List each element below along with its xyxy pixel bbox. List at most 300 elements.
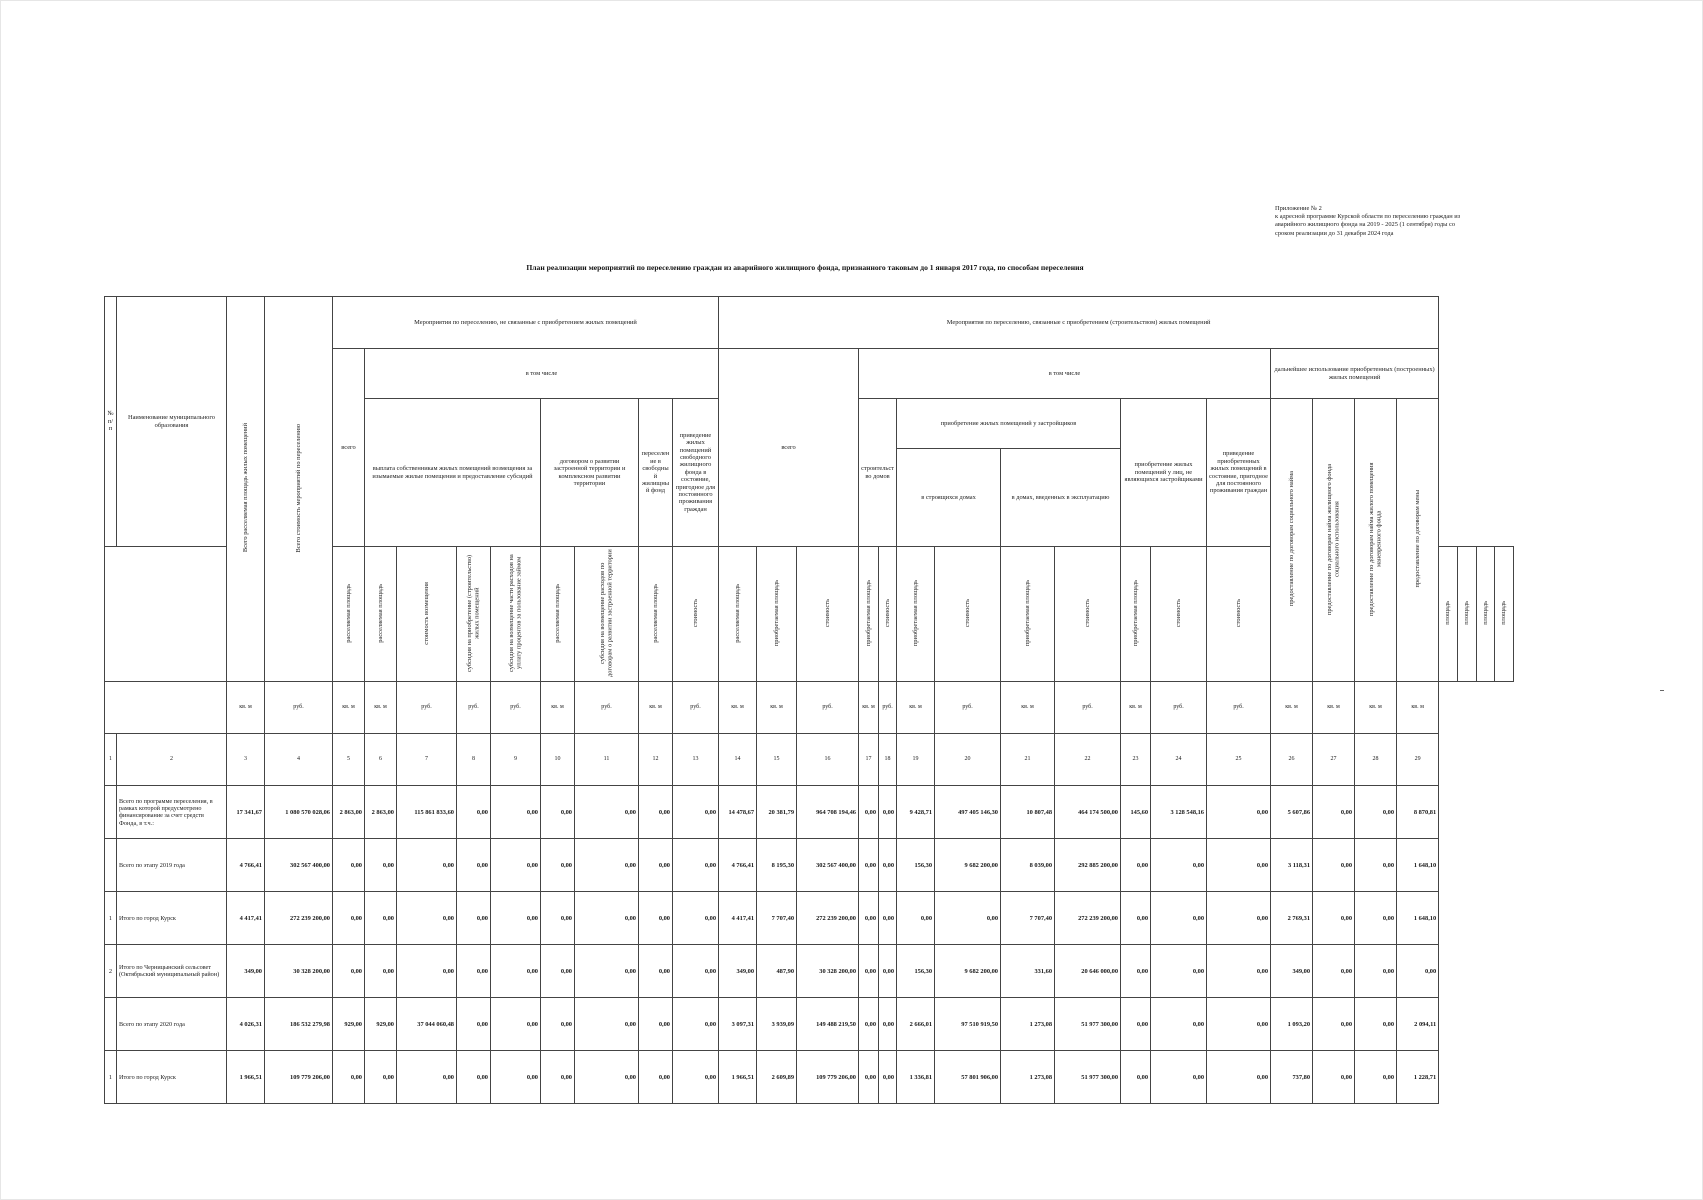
value-cell: 0,00 [1313, 839, 1355, 892]
column-number: 26 [1271, 734, 1313, 786]
unit-cell: кв. м [1313, 682, 1355, 734]
value-cell: 0,00 [859, 1051, 879, 1104]
value-cell: 0,00 [397, 892, 457, 945]
subheader-text: расселяемая площадь [651, 583, 659, 643]
row-municipality-name: Всего по программе переселения, в рамках которой предусмотрено финансирование за счет средств Фонда, в т.ч.: [117, 786, 227, 839]
subheader-text: стоимость возмещения [422, 581, 430, 645]
unit-cell: руб. [491, 682, 541, 734]
value-cell: 0,00 [365, 892, 397, 945]
subheader-text: стоимость [963, 598, 971, 628]
column-number: 20 [935, 734, 1001, 786]
column-number: 27 [1313, 734, 1355, 786]
value-cell: 0,00 [1121, 945, 1151, 998]
column-number-row [105, 734, 1514, 786]
value-cell: 302 567 400,00 [265, 839, 333, 892]
appendix-line: аварийного жилищного фонда на 2019 - 2025 (1 сентября) годы со [1275, 221, 1456, 229]
value-cell: 0,00 [457, 839, 491, 892]
header-further-use: дальнейшее использование приобретенных (построенных) жилых помещений [1271, 349, 1439, 399]
subheader-text: площадь [1463, 601, 1471, 625]
value-cell: 0,00 [541, 998, 575, 1051]
appendix-line: Приложение № 2 [1275, 205, 1322, 212]
subheader-21 [1001, 547, 1055, 682]
header-group-acquisition: Мероприятия по переселению, связанные с приобретением (строительством) жилых помещений [719, 297, 1439, 349]
value-cell: 0,00 [1355, 839, 1397, 892]
header-total2: всего [719, 349, 859, 547]
value-cell: 0,00 [541, 839, 575, 892]
subheader-text: стоимость [1174, 598, 1182, 628]
subheader-text: площадь [1444, 601, 1452, 625]
unit-cell: кв. м [1397, 682, 1439, 734]
value-cell: 0,00 [639, 1051, 673, 1104]
value-cell: 0,00 [1313, 998, 1355, 1051]
data-rows [105, 786, 1514, 1104]
header-social-lease-text: предоставление по договорам социального найма [1287, 471, 1295, 607]
value-cell: 8 039,00 [1001, 839, 1055, 892]
column-number: 7 [397, 734, 457, 786]
value-cell: 0,00 [673, 839, 719, 892]
column-number: 29 [1397, 734, 1439, 786]
column-number: 9 [491, 734, 541, 786]
column-number: 23 [1121, 734, 1151, 786]
value-cell: 302 567 400,00 [797, 839, 859, 892]
table-row [105, 892, 1514, 945]
column-number: 1 [105, 734, 117, 786]
value-cell: 0,00 [397, 839, 457, 892]
value-cell: 0,00 [575, 892, 639, 945]
value-cell: 292 885 200,00 [1055, 839, 1121, 892]
value-cell: 57 801 906,00 [935, 1051, 1001, 1104]
column-number: 19 [897, 734, 935, 786]
value-cell: 0,00 [457, 1051, 491, 1104]
header-num: № п/п [105, 297, 117, 547]
unit-cell: кв. м [227, 682, 265, 734]
header-group-not-acquisition: Мероприятия по переселению, не связанные с приобретением жилых помещений [333, 297, 719, 349]
header-exchange [1397, 399, 1439, 682]
column-number: 18 [879, 734, 897, 786]
appendix-note [1275, 205, 1515, 238]
plan-table-container [104, 296, 1514, 1081]
value-cell: 272 239 200,00 [797, 892, 859, 945]
value-cell: 349,00 [1271, 945, 1313, 998]
header-bring-free: приведение жилых помещений свободного жилищного фонда в состояние, пригодное для постоянного проживания граждан [673, 399, 719, 547]
subheader-23 [1121, 547, 1151, 682]
units-row [105, 682, 1514, 734]
value-cell: 0,00 [1355, 998, 1397, 1051]
value-cell: 929,00 [365, 998, 397, 1051]
value-cell: 497 405 146,30 [935, 786, 1001, 839]
value-cell: 0,00 [1207, 786, 1271, 839]
value-cell: 0,00 [1121, 839, 1151, 892]
value-cell: 2 609,89 [757, 1051, 797, 1104]
value-cell: 0,00 [879, 839, 897, 892]
value-cell: 51 977 300,00 [1055, 1051, 1121, 1104]
unit-cell: кв. м [365, 682, 397, 734]
unit-cell: кв. м [1001, 682, 1055, 734]
subheader-26 [1439, 547, 1458, 682]
value-cell: 0,00 [491, 839, 541, 892]
unit-cell: руб. [879, 682, 897, 734]
value-cell: 0,00 [1207, 998, 1271, 1051]
header-total-cost [265, 297, 333, 682]
subheader-12 [639, 547, 673, 682]
header-under-construction: в строящихся домах [897, 449, 1001, 547]
column-number: 4 [265, 734, 333, 786]
table-row [105, 1051, 1514, 1104]
value-cell: 30 328 200,00 [797, 945, 859, 998]
value-cell: 0,00 [1121, 998, 1151, 1051]
value-cell: 8 195,30 [757, 839, 797, 892]
row-municipality-name: Итого по город Курск [117, 892, 227, 945]
value-cell: 0,00 [1313, 1051, 1355, 1104]
value-cell: 115 861 833,60 [397, 786, 457, 839]
value-cell: 0,00 [333, 839, 365, 892]
value-cell: 0,00 [575, 786, 639, 839]
unit-cell: руб. [575, 682, 639, 734]
value-cell: 1 336,81 [897, 1051, 935, 1104]
subheader-15 [757, 547, 797, 682]
value-cell: 0,00 [1151, 892, 1207, 945]
value-cell: 0,00 [859, 998, 879, 1051]
header-total-area-text: Всего расселяемая площадь жилых помещений [241, 423, 249, 553]
value-cell: 0,00 [333, 1051, 365, 1104]
value-cell: 4 417,41 [227, 892, 265, 945]
value-cell: 0,00 [935, 892, 1001, 945]
header-social-lease [1271, 399, 1313, 682]
header-commissioned: в домах, введенных в эксплуатацию [1001, 449, 1121, 547]
value-cell: 0,00 [397, 1051, 457, 1104]
value-cell: 0,00 [1121, 892, 1151, 945]
value-cell: 0,00 [457, 786, 491, 839]
unit-cell: кв. м [859, 682, 879, 734]
value-cell: 0,00 [333, 945, 365, 998]
subheader-18 [879, 547, 897, 682]
value-cell: 0,00 [541, 1051, 575, 1104]
column-number: 28 [1355, 734, 1397, 786]
value-cell: 2 863,00 [365, 786, 397, 839]
value-cell: 0,00 [491, 998, 541, 1051]
value-cell: 737,80 [1271, 1051, 1313, 1104]
value-cell: 0,00 [575, 945, 639, 998]
value-cell: 3 939,09 [757, 998, 797, 1051]
column-number: 10 [541, 734, 575, 786]
value-cell: 0,00 [575, 1051, 639, 1104]
subheader-13 [673, 547, 719, 682]
value-cell: 0,00 [673, 892, 719, 945]
subheader-text: стоимость [883, 598, 891, 628]
column-number: 25 [1207, 734, 1271, 786]
value-cell: 186 532 279,98 [265, 998, 333, 1051]
value-cell: 0,00 [491, 892, 541, 945]
value-cell: 0,00 [639, 786, 673, 839]
row-index: 2 [105, 945, 117, 998]
value-cell: 0,00 [365, 1051, 397, 1104]
value-cell: 349,00 [719, 945, 757, 998]
unit-cell: руб. [1207, 682, 1271, 734]
value-cell: 0,00 [365, 945, 397, 998]
subheader-text: приобретаемая площадь [1023, 579, 1031, 647]
value-cell: 0,00 [457, 892, 491, 945]
value-cell: 2 863,00 [333, 786, 365, 839]
value-cell: 97 510 919,50 [935, 998, 1001, 1051]
unit-cell: руб. [457, 682, 491, 734]
value-cell: 0,00 [541, 892, 575, 945]
value-cell: 109 779 206,00 [265, 1051, 333, 1104]
value-cell: 51 977 300,00 [1055, 998, 1121, 1051]
row-municipality-name: Всего по этапу 2020 года [117, 998, 227, 1051]
unit-cell: руб. [673, 682, 719, 734]
value-cell: 0,00 [491, 1051, 541, 1104]
header-maneuver [1355, 399, 1397, 682]
row-index: 1 [105, 892, 117, 945]
value-cell: 1 273,08 [1001, 998, 1055, 1051]
subheader-22 [1055, 547, 1121, 682]
value-cell: 1 228,71 [1397, 1051, 1439, 1104]
value-cell: 0,00 [879, 1051, 897, 1104]
value-cell: 149 488 219,50 [797, 998, 859, 1051]
value-cell: 0,00 [1207, 1051, 1271, 1104]
value-cell: 0,00 [575, 998, 639, 1051]
value-cell: 2 094,11 [1397, 998, 1439, 1051]
value-cell: 929,00 [333, 998, 365, 1051]
table-row [105, 786, 1514, 839]
row-index [105, 839, 117, 892]
value-cell: 0,00 [639, 839, 673, 892]
subheader-text: субсидия на возмещение части расходов на уплату процентов за пользование займом [508, 554, 523, 672]
value-cell: 0,00 [457, 945, 491, 998]
header-free-fund: переселение в свободный жилищный фонд [639, 399, 673, 547]
value-cell: 0,00 [1313, 945, 1355, 998]
subheader-text: субсидия на возмещение расходов по договорам о развитии застроенной территории [599, 549, 614, 677]
value-cell: 1 273,08 [1001, 1051, 1055, 1104]
subheader-14 [719, 547, 757, 682]
value-cell: 0,00 [1313, 892, 1355, 945]
header-incl2: в том числе [859, 349, 1271, 399]
unit-cell: руб. [935, 682, 1001, 734]
value-cell: 2 769,31 [1271, 892, 1313, 945]
value-cell: 0,00 [1151, 998, 1207, 1051]
value-cell: 8 870,81 [1397, 786, 1439, 839]
header-comm-lease-text: предоставление по договорам найма жилищного фонда социального использования [1326, 463, 1341, 615]
subheader-27 [1457, 547, 1476, 682]
unit-cell: кв. м [757, 682, 797, 734]
value-cell: 0,00 [1313, 786, 1355, 839]
subheader-5 [333, 547, 365, 682]
value-cell: 0,00 [859, 892, 879, 945]
value-cell: 0,00 [491, 786, 541, 839]
unit-cell: кв. м [1355, 682, 1397, 734]
document-title: План реализации мероприятий по переселению граждан из аварийного жилищного фонда, признанного таковым до 1 января 2017 года, по способам переселения [526, 263, 1084, 272]
column-number: 22 [1055, 734, 1121, 786]
column-number: 3 [227, 734, 265, 786]
value-cell: 487,90 [757, 945, 797, 998]
row-municipality-name: Итого по Черницынский сельсовет (Октябрьский муниципальный район) [117, 945, 227, 998]
header-bring-acq: приведение приобретенных жилых помещений в состояние, пригодное для постоянного проживания граждан [1207, 399, 1271, 547]
header-total-cost-text: Всего стоимость мероприятий по переселению [294, 423, 302, 553]
value-cell: 0,00 [397, 945, 457, 998]
value-cell: 3 128 548,16 [1151, 786, 1207, 839]
unit-cell: руб. [1055, 682, 1121, 734]
subheader-10 [541, 547, 575, 682]
column-number: 13 [673, 734, 719, 786]
appendix-line: к адресной программе Курской области по переселению граждан из [1275, 213, 1461, 221]
value-cell: 0,00 [1207, 839, 1271, 892]
value-cell: 1 966,51 [227, 1051, 265, 1104]
value-cell: 464 174 500,00 [1055, 786, 1121, 839]
value-cell: 0,00 [639, 892, 673, 945]
value-cell: 1 966,51 [719, 1051, 757, 1104]
scan-mark [1660, 690, 1664, 691]
units-blank [105, 682, 227, 734]
value-cell: 145,60 [1121, 786, 1151, 839]
value-cell: 0,00 [897, 892, 935, 945]
subheader-6 [365, 547, 397, 682]
subheader-25 [1207, 547, 1271, 682]
header-municipality: Наименование муниципального образования [117, 297, 227, 547]
subheader-11 [575, 547, 639, 682]
column-number: 16 [797, 734, 859, 786]
unit-cell: кв. м [897, 682, 935, 734]
value-cell: 7 707,40 [757, 892, 797, 945]
subheader-29 [1495, 547, 1514, 682]
value-cell: 0,00 [1151, 839, 1207, 892]
value-cell: 9 682 200,00 [935, 945, 1001, 998]
value-cell: 3 097,31 [719, 998, 757, 1051]
row-index: 1 [105, 1051, 117, 1104]
value-cell: 964 708 194,46 [797, 786, 859, 839]
value-cell: 156,30 [897, 945, 935, 998]
column-number: 21 [1001, 734, 1055, 786]
value-cell: 30 328 200,00 [265, 945, 333, 998]
value-cell: 331,60 [1001, 945, 1055, 998]
value-cell: 0,00 [541, 786, 575, 839]
header-comm-lease [1313, 399, 1355, 682]
subheader-24 [1151, 547, 1207, 682]
subheader-8 [457, 547, 491, 682]
value-cell: 9 428,71 [897, 786, 935, 839]
value-cell: 0,00 [491, 945, 541, 998]
value-cell: 1 648,10 [1397, 892, 1439, 945]
unit-cell: кв. м [1121, 682, 1151, 734]
column-number: 24 [1151, 734, 1207, 786]
unit-cell: руб. [397, 682, 457, 734]
unit-cell: кв. м [639, 682, 673, 734]
unit-cell: кв. м [1271, 682, 1313, 734]
subheader-20 [935, 547, 1001, 682]
value-cell: 2 666,01 [897, 998, 935, 1051]
row-municipality-name: Итого по город Курск [117, 1051, 227, 1104]
header-maneuver-text: предоставление по договорам найма жилого помещения маневренного фонда [1368, 462, 1383, 616]
value-cell: 0,00 [1151, 945, 1207, 998]
column-number: 15 [757, 734, 797, 786]
row-municipality-name: Всего по этапу 2019 года [117, 839, 227, 892]
value-cell: 4 766,41 [227, 839, 265, 892]
header-exchange-text: предоставление по договорам мены [1413, 490, 1421, 588]
value-cell: 0,00 [673, 1051, 719, 1104]
value-cell: 20 646 000,00 [1055, 945, 1121, 998]
value-cell: 9 682 200,00 [935, 839, 1001, 892]
value-cell: 0,00 [859, 839, 879, 892]
value-cell: 109 779 206,00 [797, 1051, 859, 1104]
header-payment: выплата собственникам жилых помещений возмещения за изымаемые жилые помещения и предоставление субсидий [365, 399, 541, 547]
value-cell: 0,00 [1207, 945, 1271, 998]
subheader-text: приобретаемая площадь [1131, 579, 1139, 647]
value-cell: 0,00 [879, 945, 897, 998]
value-cell: 3 118,31 [1271, 839, 1313, 892]
value-cell: 0,00 [1355, 945, 1397, 998]
value-cell: 0,00 [541, 945, 575, 998]
header-blank [105, 547, 227, 682]
subheader-19 [897, 547, 935, 682]
row-index [105, 998, 117, 1051]
table-row [105, 839, 1514, 892]
column-number: 11 [575, 734, 639, 786]
subheader-9 [491, 547, 541, 682]
subheader-text: приобретаемая площадь [911, 579, 919, 647]
column-number: 8 [457, 734, 491, 786]
plan-table [104, 296, 1514, 1104]
subheader-text: стоимость [1234, 598, 1242, 628]
value-cell: 1 093,20 [1271, 998, 1313, 1051]
subheader-text: расселяемая площадь [733, 583, 741, 643]
value-cell: 0,00 [333, 892, 365, 945]
value-cell: 0,00 [1355, 1051, 1397, 1104]
value-cell: 0,00 [673, 998, 719, 1051]
subheader-text: площадь [1500, 601, 1508, 625]
appendix-line: сроком реализации до 31 декабря 2024 года [1275, 229, 1394, 237]
subheader-17 [859, 547, 879, 682]
value-cell: 0,00 [859, 786, 879, 839]
column-number: 12 [639, 734, 673, 786]
subheader-text: приобретаемая площадь [772, 579, 780, 647]
table-row [105, 998, 1514, 1051]
value-cell: 0,00 [859, 945, 879, 998]
column-number: 14 [719, 734, 757, 786]
unit-cell: кв. м [541, 682, 575, 734]
subheader-text: приобретаемая площадь [864, 579, 872, 647]
subheader-text: расселяемая площадь [553, 583, 561, 643]
column-number: 17 [859, 734, 879, 786]
value-cell: 0,00 [879, 998, 897, 1051]
value-cell: 4 417,41 [719, 892, 757, 945]
value-cell: 1 648,10 [1397, 839, 1439, 892]
value-cell: 0,00 [1207, 892, 1271, 945]
header-total-area [227, 297, 265, 682]
value-cell: 0,00 [365, 839, 397, 892]
value-cell: 0,00 [1355, 892, 1397, 945]
header-development: договором о развитии застроенной территории и комплексном развитии территории [541, 399, 639, 547]
unit-cell: руб. [797, 682, 859, 734]
value-cell: 14 478,67 [719, 786, 757, 839]
value-cell: 272 239 200,00 [265, 892, 333, 945]
unit-cell: кв. м [719, 682, 757, 734]
value-cell: 0,00 [879, 892, 897, 945]
value-cell: 0,00 [1121, 1051, 1151, 1104]
value-cell: 0,00 [673, 786, 719, 839]
column-number: 6 [365, 734, 397, 786]
value-cell: 0,00 [639, 945, 673, 998]
value-cell: 10 807,48 [1001, 786, 1055, 839]
value-cell: 0,00 [457, 998, 491, 1051]
value-cell: 17 341,67 [227, 786, 265, 839]
subheader-text: стоимость [1083, 598, 1091, 628]
value-cell: 272 239 200,00 [1055, 892, 1121, 945]
header-row-1 [105, 297, 1514, 349]
value-cell: 0,00 [879, 786, 897, 839]
unit-cell: кв. м [333, 682, 365, 734]
column-number: 2 [117, 734, 227, 786]
value-cell: 20 381,79 [757, 786, 797, 839]
row-index [105, 786, 117, 839]
